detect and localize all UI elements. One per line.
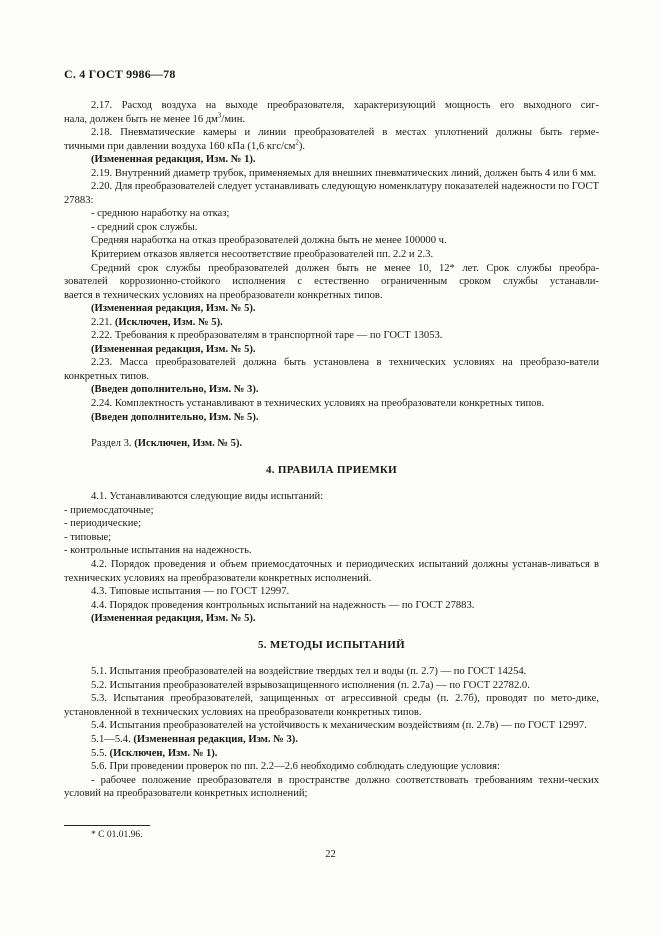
list-item: - периодические; — [64, 518, 142, 530]
clause-4-3: 4.3. Типовые испытания — по ГОСТ 12997. — [91, 586, 290, 598]
list-item: - приемосдаточные; — [64, 504, 154, 516]
clause-5-6: 5.6. При проведении проверок по пп. 2.2—2.6 необходимо соблюдать следующие условия: — [91, 761, 500, 773]
clause-2-23: 2.23. Масса преобразователей должна быть установлена в технических условиях на преобразо-ватели конкретных типов. — [64, 357, 599, 382]
clause-2-20-service-life-line1: Средний срок службы преобразователей должен быть не менее 10, 12* лет. Срок службы преобра- — [91, 262, 599, 274]
clause-2-20-mtbf: Средняя наработка на отказ преобразователей должна быть не менее 100000 ч. — [91, 235, 447, 247]
clause-4-2: 4.2. Порядок проведения и объем приемосдаточных и периодических испытаний должны устанав-ливаться в технических условиях на преобразователи конкретных исполнений. — [64, 558, 599, 584]
section-4-title: 4. ПРАВИЛА ПРИЕМКИ — [265, 463, 398, 476]
clause-2-19: 2.19. Внутренний диаметр трубок, применяемых для внешних пневматических линий, должен быть 4 или 6 мм. — [91, 167, 597, 179]
footnote: * С 01.01.96. — [91, 830, 143, 840]
section-3-note: Раздел 3. (Исключен, Изм. № 5). — [91, 438, 243, 450]
clause-5-4: 5.4. Испытания преобразователей на устойчивость к механическим воздействиям (п. 2.7в) — по ГОСТ 12997. — [91, 720, 587, 732]
clause-2-20-failure-criterion: Критерием отказов является несоответствие преобразователей пп. 2.2 и 2.3. — [91, 249, 434, 261]
amendment-note: (Измененная редакция, Изм. № 1). — [91, 154, 256, 166]
clause-5-6-item: - рабочее положение преобразователя в пространстве должно соответствовать требованиям техни-ческих условий на преобразователи конкретных исполнений; — [64, 774, 599, 800]
clause-2-20-service-life-line2: зователей коррозионно-стойкого исполнения с естественно ограниченным сроком службы устанавли- — [64, 276, 599, 288]
section-5-title: 5. МЕТОДЫ ИСПЫТАНИЙ — [258, 638, 405, 651]
list-item: - контрольные испытания на надежность. — [64, 545, 252, 557]
clause-2-18-line1: 2.18. Пневматические камеры и линии преобразователей в местах уплотнений должны быть герме- — [91, 127, 599, 139]
footnote-divider — [64, 825, 150, 826]
clause-2-20-service-life-line3: вается в технических условиях на преобразователи конкретных типов. — [64, 289, 383, 301]
clause-2-21: 2.21. (Исключен, Изм. № 5). — [91, 316, 223, 328]
page-number: 22 — [325, 849, 336, 860]
page-header: С. 4 ГОСТ 9986—78 — [64, 67, 176, 81]
clause-4-1: 4.1. Устанавливаются следующие виды испытаний: — [91, 491, 324, 503]
amendment-note: (Измененная редакция, Изм. № 5). — [91, 613, 256, 625]
addition-note: (Введен дополнительно, Изм. № 5). — [91, 411, 259, 423]
clause-2-17-line1: 2.17. Расход воздуха на выходе преобразователя, характеризующий мощность его выходного сиг- — [91, 100, 599, 111]
clause-5-5: 5.5. (Исключен, Изм. № 1). — [91, 747, 218, 759]
clause-2-18-line2: тичными при давлении воздуха 160 кПа (1,6 кгс/$см^2$). — [64, 138, 306, 152]
clause-2-22: 2.22. Требования к преобразователям в транспортной таре — по ГОСТ 13053. — [91, 330, 443, 342]
list-item: - средний срок службы. — [91, 221, 198, 233]
clause-5-1: 5.1. Испытания преобразователей на воздействие твердых тел и воды (п. 2.7) — по ГОСТ 14254. — [91, 666, 527, 678]
clause-2-17-line2: нала, должен быть не менее 16 $дм^3$/мин. — [64, 111, 246, 125]
clause-5-3: 5.3. Испытания преобразователей, защищенных от агрессивной среды (п. 2.7б), проводят по мето-дике, установленной в технических условиях на преобразователи конкретных типов. — [64, 693, 599, 718]
document-body — [64, 99, 599, 801]
clause-2-24: 2.24. Комплектность устанавливают в технических условиях на преобразователи конкретных типов. — [91, 398, 545, 410]
clause-4-4: 4.4. Порядок проведения контрольных испытаний на надежность — по ГОСТ 27883. — [91, 599, 475, 611]
list-item: - типовые; — [64, 531, 112, 543]
amendment-note: (Измененная редакция, Изм. № 5). — [91, 303, 256, 315]
clause-2-20: 2.20. Для преобразователей следует устанавливать следующую номенклатуру показателей надежности по ГОСТ 27883: — [64, 181, 599, 206]
list-item: - среднюю наработку на отказ; — [91, 208, 230, 220]
addition-note: (Введен дополнительно, Изм. № 3). — [91, 384, 259, 396]
clause-5-1-5-4-note: 5.1—5.4. (Измененная редакция, Изм. № 3). — [91, 733, 298, 745]
amendment-note: (Измененная редакция, Изм. № 5). — [91, 343, 256, 355]
clause-5-2: 5.2. Испытания преобразователей взрывозащищенного исполнения (п. 2.7а) — по ГОСТ 22782.0. — [91, 679, 530, 691]
